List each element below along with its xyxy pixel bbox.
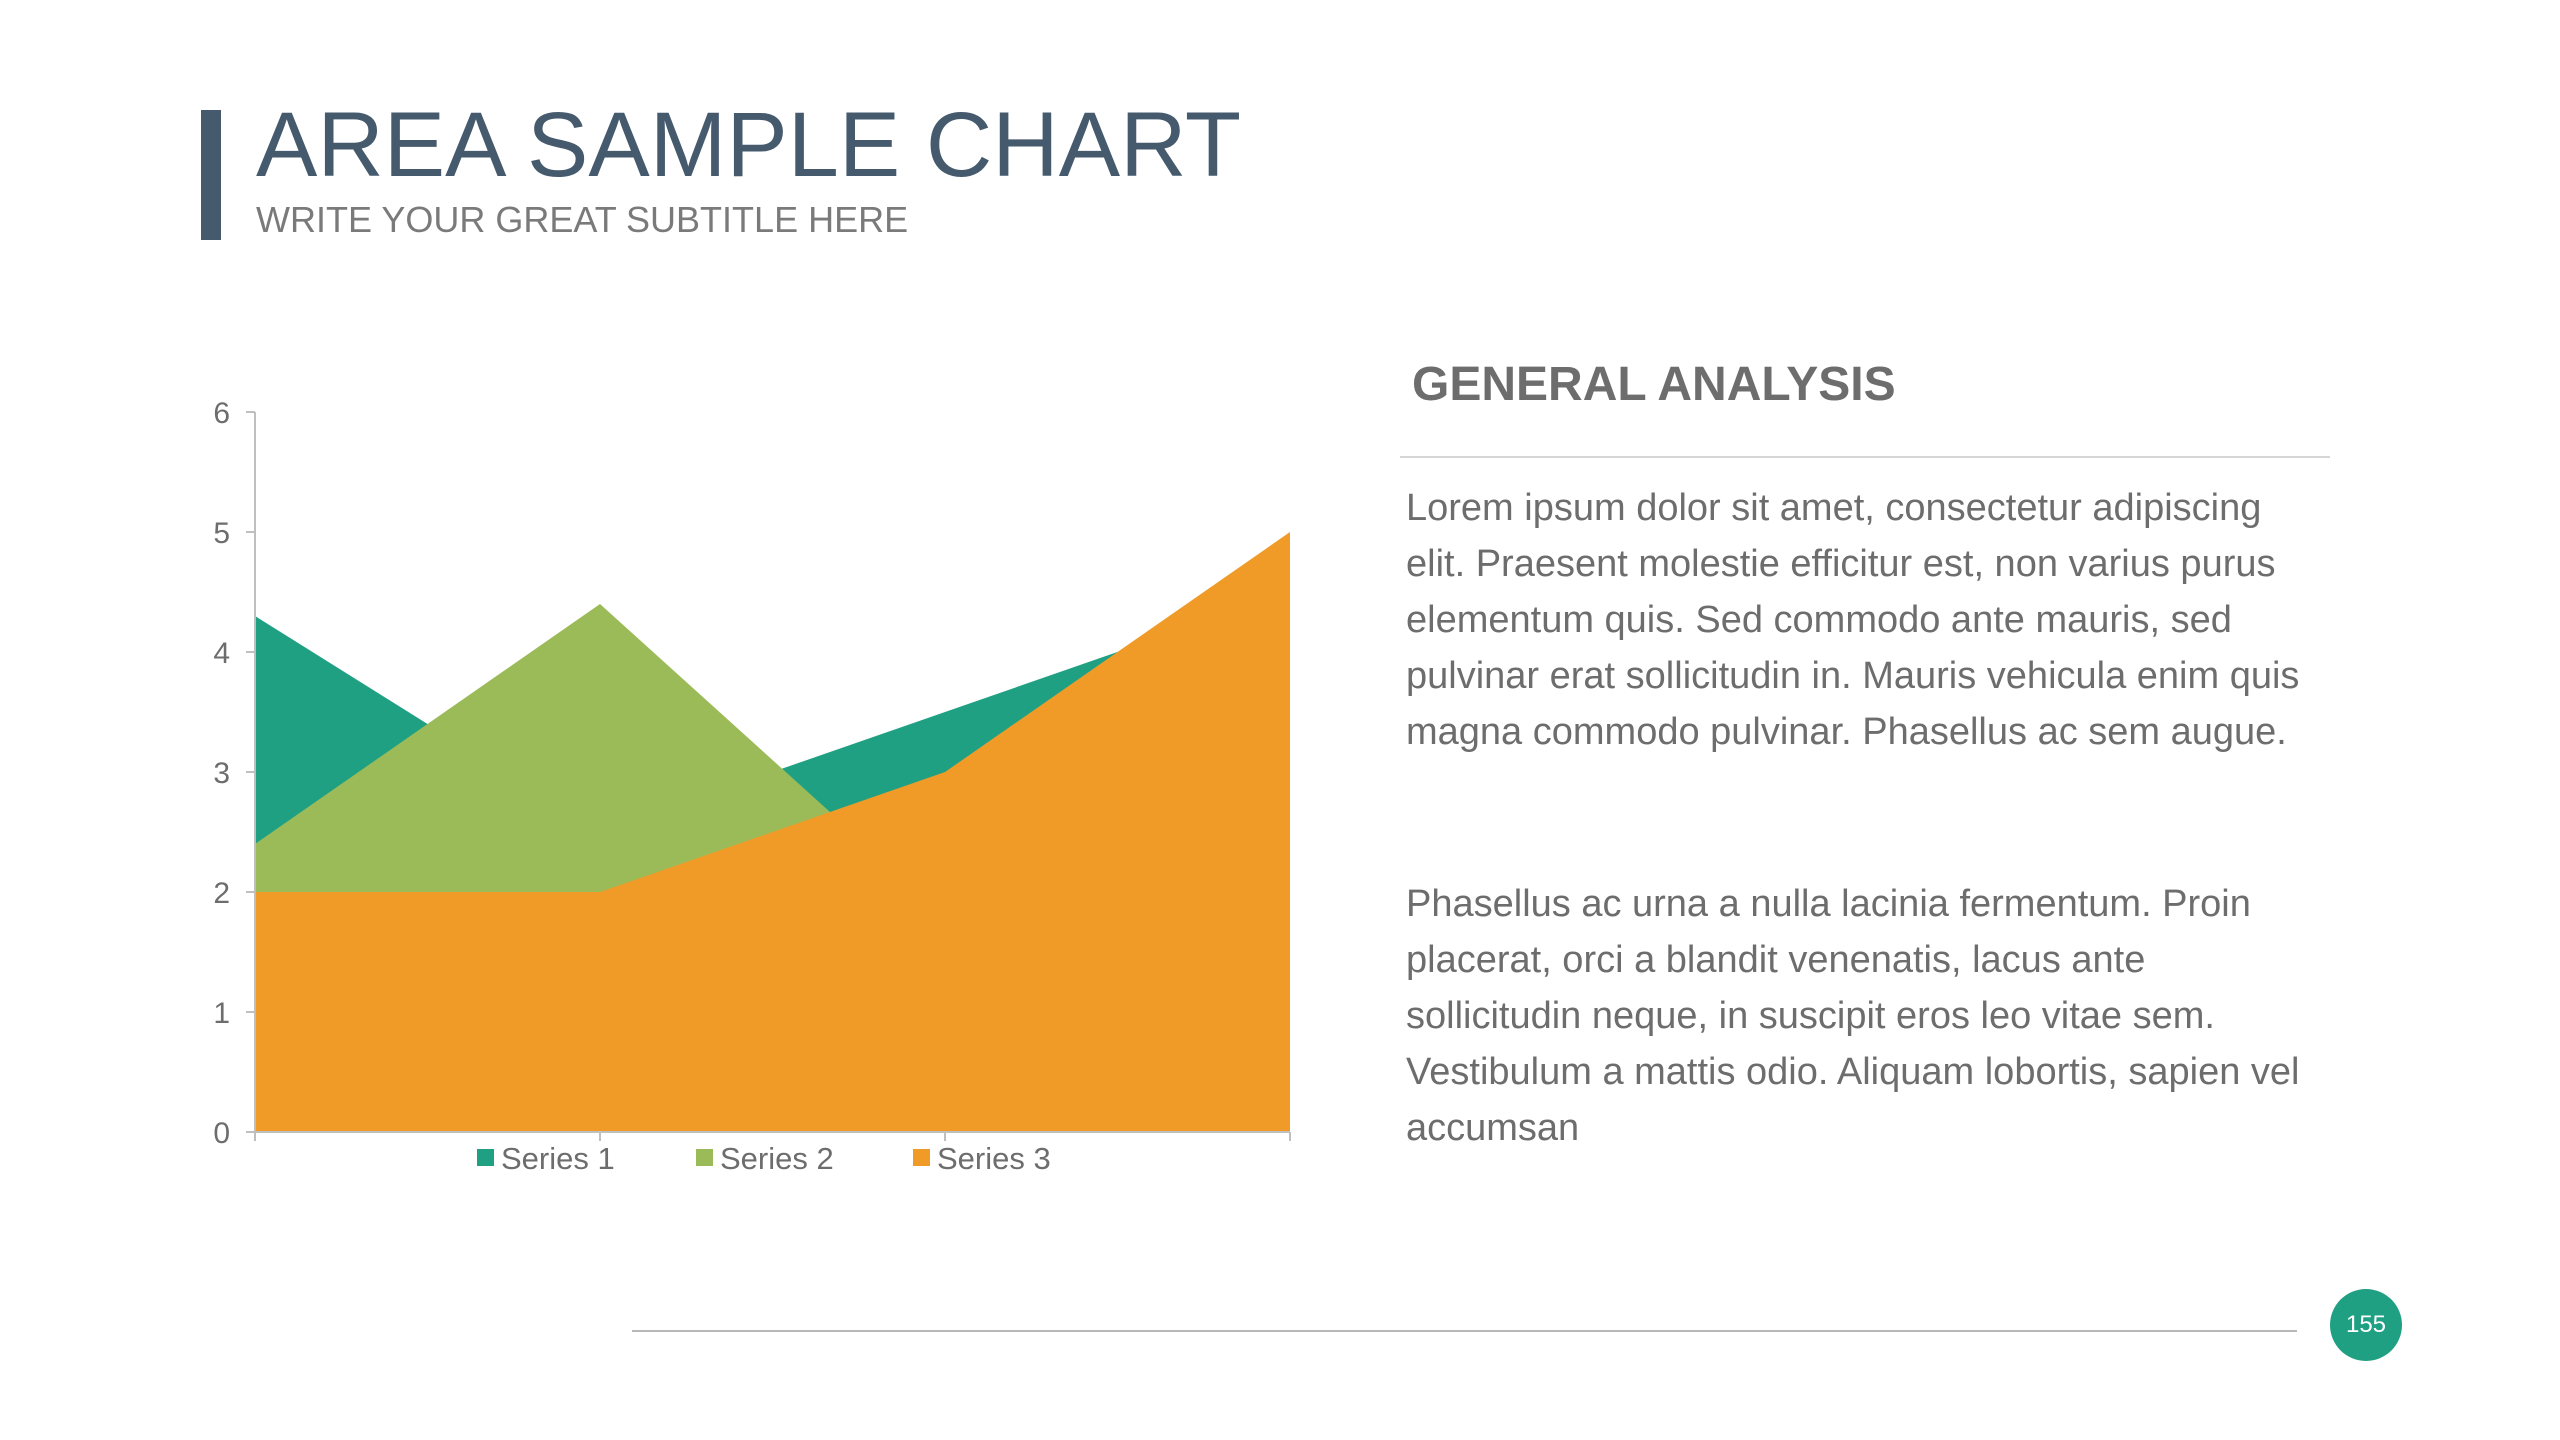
legend-label-series-2: Series 2: [720, 1141, 834, 1176]
analysis-divider: [1400, 456, 2330, 458]
area-chart-svg: [180, 380, 1320, 1200]
y-tick-label-5: 5: [213, 517, 230, 550]
area-chart: [180, 380, 1320, 1200]
analysis-paragraph-2: Phasellus ac urna a nulla lacinia fermentum. Proin placerat, orci a blandit venenatis, lacus ante sollicitudin neque, in suscipit eros leo vitae sem. Vestibulum a mattis odio. Aliquam lobortis, sapien vel accumsan: [1406, 883, 2300, 1149]
legend-label-series-3: Series 3: [937, 1141, 1051, 1176]
slide-subtitle: WRITE YOUR GREAT SUBTITLE HERE: [256, 199, 909, 240]
analysis-paragraph-1: Lorem ipsum dolor sit amet, consectetur adipiscing elit. Praesent molestie efficitur est, non varius purus elementum quis. Sed commodo ante mauris, sed pulvinar erat sollicitudin in. Mauris vehicula enim quis magna commodo pulvinar. Phasellus ac sem augue.: [1406, 487, 2300, 753]
y-tick-label-3: 3: [213, 757, 230, 790]
legend-swatch-series-3: [913, 1149, 930, 1166]
y-tick-label-4: 4: [213, 637, 230, 670]
page-number-badge: 155: [2330, 1289, 2402, 1361]
y-tick-label-2: 2: [213, 877, 230, 910]
slide-title: AREA SAMPLE CHART: [256, 94, 1242, 196]
legend-swatch-series-1: [477, 1149, 494, 1166]
analysis-heading: GENERAL ANALYSIS: [1412, 358, 1896, 411]
y-tick-label-6: 6: [213, 397, 230, 430]
footer-divider: [632, 1330, 2297, 1332]
legend-swatch-series-2: [696, 1149, 713, 1166]
y-tick-label-1: 1: [213, 997, 230, 1030]
title-accent-bar: [201, 110, 221, 240]
legend-label-series-1: Series 1: [501, 1141, 615, 1176]
y-tick-label-0: 0: [213, 1117, 230, 1150]
